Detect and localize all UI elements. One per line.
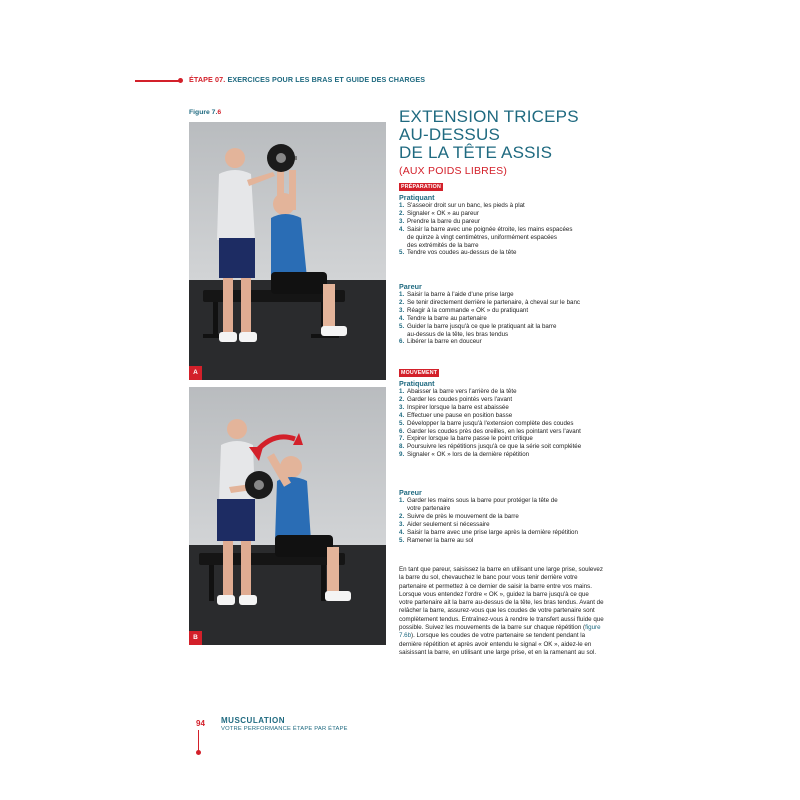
step-number: 3. — [399, 217, 405, 225]
step-number: 3. — [399, 403, 405, 411]
step-number: 8. — [399, 443, 405, 451]
figure-reference-link[interactable]: figure 7.6b — [399, 624, 601, 640]
step-item — [399, 521, 604, 529]
step-text-line: Prendre la barre du pareur — [407, 217, 480, 225]
step-number: 1. — [399, 388, 405, 395]
movement-badge: MOUVEMENT — [401, 370, 438, 376]
step-item — [399, 420, 604, 428]
step-text-line: Libérer la barre en douceur — [407, 338, 482, 346]
step-item — [399, 404, 604, 412]
step-item — [399, 428, 604, 436]
figure-number: 6 — [217, 109, 222, 116]
step-item — [399, 513, 604, 521]
step-number: 4. — [399, 528, 405, 536]
exercise-title-line-1: EXTENSION TRICEPS — [399, 107, 579, 126]
step-item — [399, 299, 604, 307]
preparation-spotter-steps — [399, 291, 604, 346]
step-item — [399, 412, 604, 420]
step-text-line: Guider la barre jusqu'à ce que le pratiquant ait la barre — [407, 322, 557, 330]
step-number: 3. — [399, 520, 405, 528]
step-item — [399, 202, 604, 210]
preparation-lifter-heading: Pratiquant — [399, 193, 435, 202]
photo-a — [189, 122, 386, 380]
step-item — [399, 323, 604, 339]
step-item — [399, 210, 604, 218]
step-number: 6. — [399, 427, 405, 435]
movement-lifter-steps — [399, 388, 604, 459]
step-number: 7. — [399, 435, 405, 443]
step-number: 2. — [399, 395, 405, 403]
step-item — [399, 443, 604, 451]
step-text-line: Aider seulement si nécessaire — [407, 520, 490, 528]
step-text-line: Saisir la barre avec une poignée étroite, les mains espacées — [407, 225, 573, 233]
header-dot — [178, 78, 183, 83]
figure-label — [189, 109, 221, 116]
step-number: 1. — [399, 497, 405, 504]
step-number: 1. — [399, 291, 405, 298]
step-item — [399, 529, 604, 537]
step-text-line: Signaler « OK » au pareur — [407, 209, 479, 217]
step-item — [399, 249, 604, 257]
header-step: ÉTAPE 07. — [189, 75, 226, 84]
footer-book-title: MUSCULATION — [221, 716, 286, 725]
step-number: 3. — [399, 306, 405, 314]
step-number: 2. — [399, 209, 405, 217]
step-text-line: Garder les coudes pointés vers l'avant — [407, 395, 513, 403]
step-item — [399, 338, 604, 346]
step-item — [399, 307, 604, 315]
step-number: 6. — [399, 338, 405, 346]
paragraph-text-1: En tant que pareur, saisissez la barre en utilisant une large prise, soulevez la barre du sol, chevauchez le banc pour vous tenir derrière votre partenaire et permettez à ce dernier de saisir la barre entre vos mains. Lorsque vous entendez l'ordre « OK », guidez la barre jusqu'à ce que votre partenaire ait la barre au-dessus de la tête, les bras tendus. Avant de relâcher la barre, assurez-vous que les coudes de votre partenaire sont complètement tendus. Entraînez-vous à rendre le transfert aussi fluide que possible. Suivez les mouvements de la barre sur chaque répétition ( — [399, 566, 604, 632]
body-paragraph — [399, 566, 604, 657]
step-item — [399, 396, 604, 404]
step-item — [399, 226, 604, 250]
step-number: 2. — [399, 512, 405, 520]
step-text-line: Réagir à la commande « OK » du pratiquant — [407, 306, 529, 314]
footer-book-subtitle: VOTRE PERFORMANCE ÉTAPE PAR ÉTAPE — [221, 726, 348, 732]
step-text-line: des extrémités de la barre — [407, 241, 479, 249]
step-text-line: Abaisser la barre vers l'arrière de la tête — [407, 388, 517, 395]
step-text-line: Développer la barre jusqu'à l'extension complète des coudes — [407, 419, 574, 427]
step-text-line: Signaler « OK » lors de la dernière répétition — [407, 451, 530, 459]
step-item — [399, 537, 604, 545]
step-item — [399, 435, 604, 443]
header-title: EXERCICES POUR LES BRAS ET GUIDE DES CHARGES — [227, 75, 426, 84]
step-text-line: au-dessus de la tête, les bras tendus — [407, 330, 509, 338]
step-number: 1. — [399, 202, 405, 209]
step-number: 5. — [399, 536, 405, 544]
step-number: 9. — [399, 451, 405, 459]
step-number: 5. — [399, 249, 405, 257]
step-text-line: Ramener la barre au sol — [407, 536, 474, 544]
step-text-line: Saisir la barre à l'aide d'une prise large — [407, 291, 514, 298]
photo-b-tag: B — [189, 631, 202, 645]
exercise-subtitle: (AUX POIDS LIBRES) — [399, 165, 508, 177]
step-text-line: Poursuivre les répétitions jusqu'à ce que la série soit complétée — [407, 443, 582, 451]
step-text-line: Garder les coudes près des oreilles, en les pointant vers l'avant — [407, 427, 581, 435]
step-number: 2. — [399, 298, 405, 306]
step-number: 4. — [399, 411, 405, 419]
preparation-badge: PRÉPARATION — [401, 184, 441, 190]
step-text-line: votre partenaire — [407, 504, 451, 512]
step-item — [399, 388, 604, 396]
header-rule — [135, 80, 180, 82]
step-item — [399, 218, 604, 226]
page-number: 94 — [196, 719, 205, 728]
paragraph-text-2: ). Lorsque les coudes de votre partenaire se tendent pendant la dernière répétition et après avoir entendu le signal « OK », aidez-le en saisissant la barre, en utilisant une large prise, et en la ramenant au sol. — [399, 632, 597, 656]
movement-spotter-heading: Pareur — [399, 488, 422, 497]
step-item — [399, 451, 604, 459]
footer-dot — [196, 750, 201, 755]
photo-b — [189, 387, 386, 645]
step-item — [399, 497, 604, 513]
step-number: 4. — [399, 314, 405, 322]
step-number: 4. — [399, 225, 405, 233]
step-text-line: Tendre la barre au partenaire — [407, 314, 487, 322]
movement-spotter-steps — [399, 497, 604, 544]
step-item — [399, 315, 604, 323]
step-text-line: Garder les mains sous la barre pour protéger la tête de — [407, 497, 558, 504]
step-item — [399, 291, 604, 299]
step-text-line: Tendre vos coudes au-dessus de la tête — [407, 249, 517, 257]
step-text-line: Se tenir directement derrière le partenaire, à cheval sur le banc — [407, 298, 580, 306]
exercise-title-line-3: DE LA TÊTE ASSIS — [399, 143, 553, 162]
step-number: 5. — [399, 322, 405, 330]
exercise-title-line-2: AU-DESSUS — [399, 125, 500, 144]
step-number: 5. — [399, 419, 405, 427]
preparation-spotter-heading: Pareur — [399, 282, 422, 291]
step-text-line: Saisir la barre avec une prise large après la dernière répétition — [407, 528, 578, 536]
step-text-line: Inspirer lorsque la barre est abaissée — [407, 403, 509, 411]
photo-a-tag: A — [189, 366, 202, 380]
footer-rule — [198, 730, 199, 752]
exercise-title — [399, 108, 619, 162]
running-header — [189, 75, 425, 84]
step-text-line: Suivre de près le mouvement de la barre — [407, 512, 519, 520]
step-text-line: Expirer lorsque la barre passe le point critique — [407, 435, 533, 443]
movement-lifter-heading: Pratiquant — [399, 379, 435, 388]
step-text-line: S'asseoir droit sur un banc, les pieds à plat — [407, 202, 525, 209]
step-text-line: Effectuer une pause en position basse — [407, 411, 513, 419]
step-text-line: de quinze à vingt centimètres, uniformément espacées — [407, 233, 557, 241]
figure-label-text: Figure 7. — [189, 109, 218, 116]
preparation-lifter-steps — [399, 202, 604, 257]
